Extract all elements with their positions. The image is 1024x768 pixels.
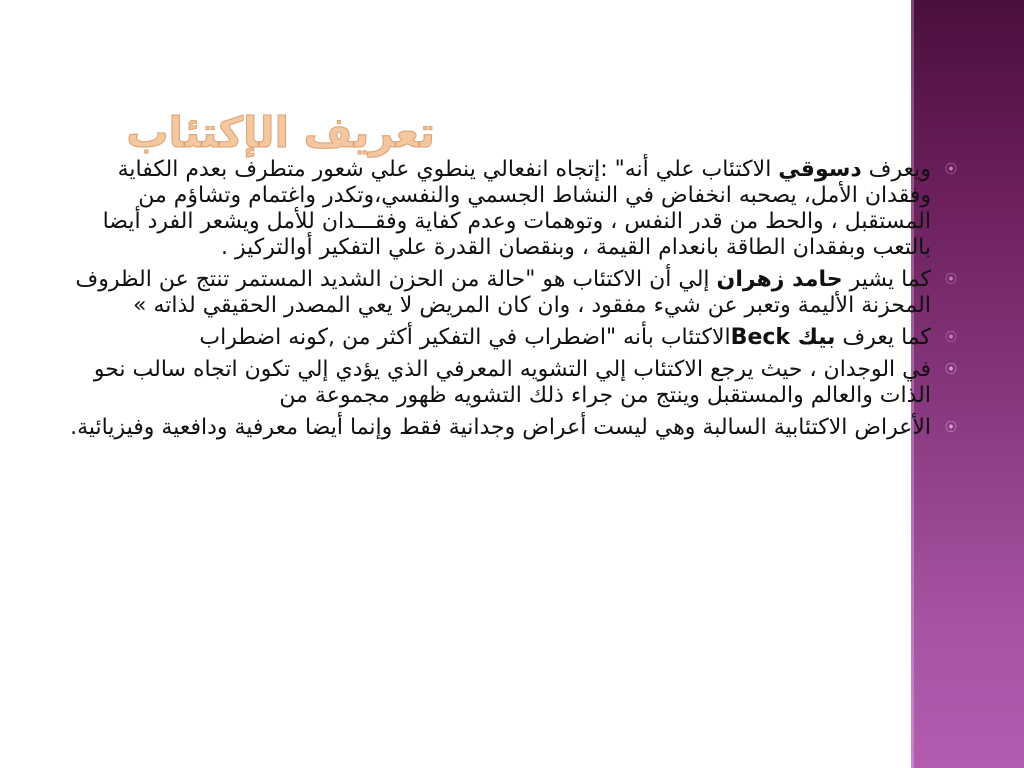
bullet-item-beck <box>58 325 957 351</box>
bullet-text-pre: كما يشير <box>842 267 931 292</box>
bullet-text: الاكتئاب علي أنه" :إتجاه انفعالي ينطوي علي شعور متطرف بعدم الكفاية وفقدان الأمل، يصحبه انخفاض في النشاط الجسمي والنفسي،وتكدر واغتمام وتشاؤم من المستقبل ، والحط من قدر النفس ، وتوهمات وعدم كفاية وفقـــدان للأمل ويشعر الفرد أيضا بالتعب وبفقدان الطاقة بانعدام القيمة ، وبنقصان القدرة علي التفكير أوالتركيز . <box>102 157 931 260</box>
circled-dot-icon: ⦿ <box>944 420 957 434</box>
bullet-text: إلي أن الاكتئاب هو "حالة من الحزن الشديد المستمر تنتج عن الظروف المحزنة الأليمة وتعبر عن شيء مفقود ، وان كان المريض لا يعي المصدر الحقيقي لذاته » <box>75 267 931 318</box>
author-name: حامد زهران <box>716 267 843 292</box>
slide-content <box>58 157 957 697</box>
circled-dot-icon: ⦿ <box>944 272 957 286</box>
bullet-text-pre: كما يعرف <box>835 325 931 350</box>
bullet-item-dasouqi <box>58 157 957 261</box>
circled-dot-icon: ⦿ <box>944 362 957 376</box>
bullet-text: الأعراض الاكتئابية السالبة وهي ليست أعراض وجدانية فقط وإنما أيضا معرفية ودافعية وفيزيائية. <box>70 415 931 440</box>
bullet-item-distortion <box>58 357 957 409</box>
bullet-text: الاكتئاب بأنه "اضطراب في التفكير أكثر من ,كونه اضطراب <box>199 325 731 350</box>
bullet-text: في الوجدان ، حيث يرجع الاكتئاب إلي التشويه المعرفي الذي يؤدي إلي تكون اتجاه سالب نحو الذات والعالم والمستقبل وينتج من جراء ذلك التشويه ظهور مجموعة من <box>93 357 931 408</box>
circled-dot-icon: ⦿ <box>944 330 957 344</box>
slide-title: تعريف الإكتئاب <box>126 108 435 157</box>
bullet-item-zahran <box>58 267 957 319</box>
author-name: بيك Beck <box>730 325 836 350</box>
circled-dot-icon: ⦿ <box>944 162 957 176</box>
author-name: دسوقي <box>778 157 862 182</box>
bullet-item-symptoms <box>58 415 957 441</box>
bullet-text-pre: ويعرف <box>861 157 931 182</box>
